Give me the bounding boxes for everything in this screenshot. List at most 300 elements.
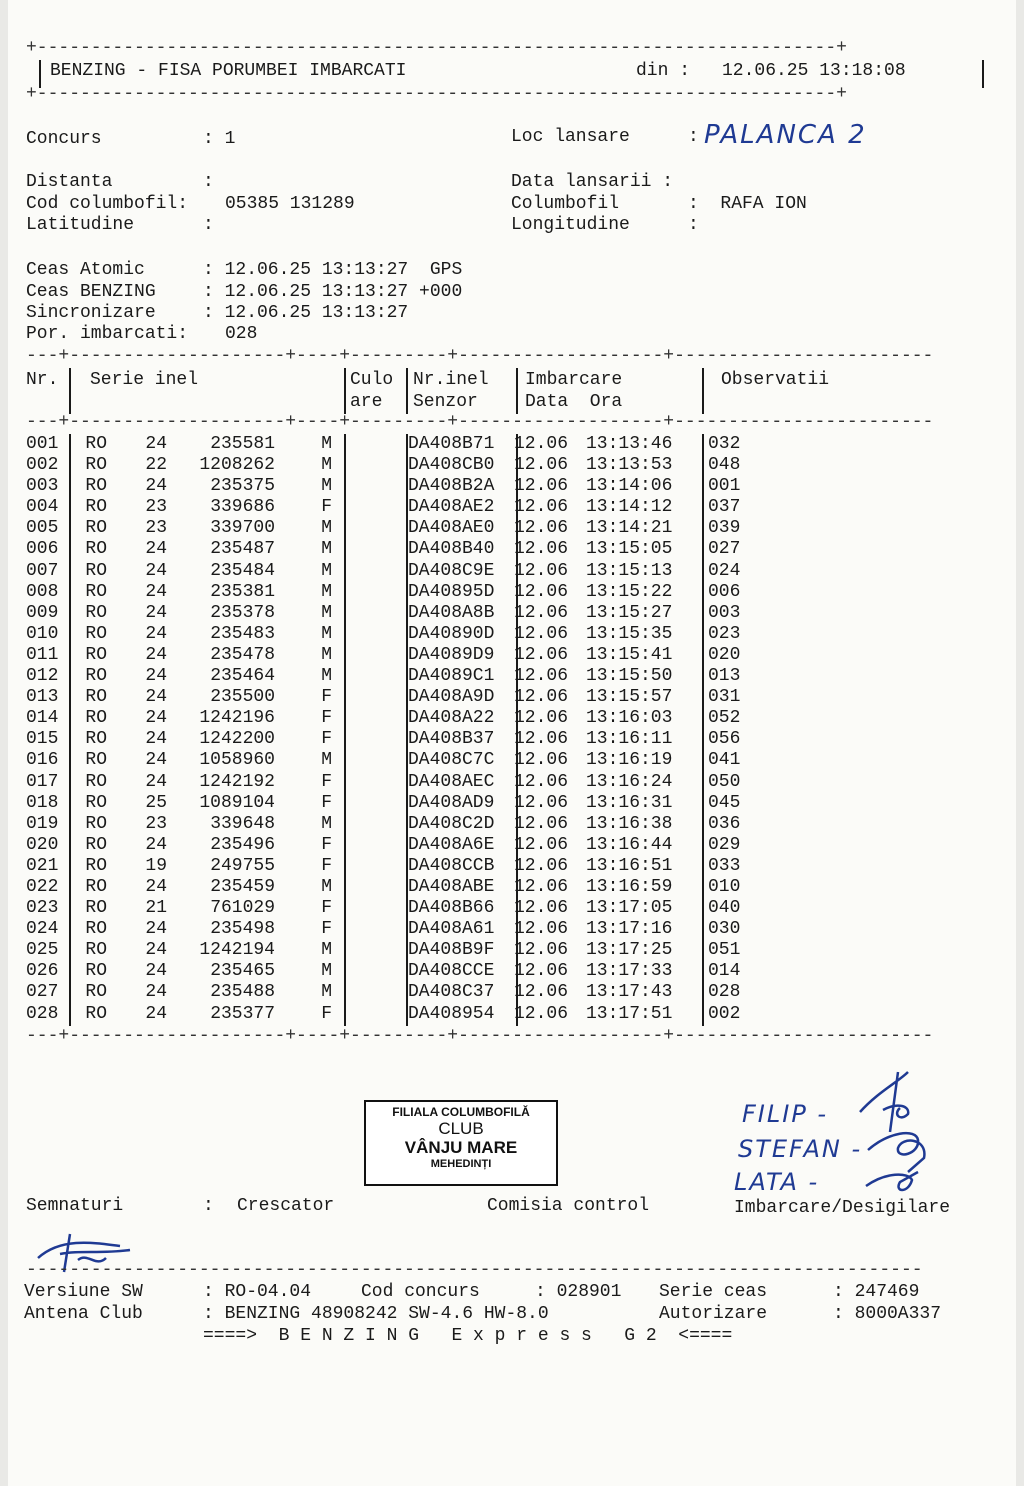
cell-nr: 015 (26, 729, 59, 750)
cell-sensor: DA408B37 (408, 729, 495, 750)
cell-culoare (338, 729, 400, 750)
ceas-atomic-value: : 12.06.25 13:13:27 GPS (203, 260, 463, 280)
club-stamp (364, 1100, 558, 1186)
cell-date: 12.06 (514, 961, 569, 982)
cell-date: 12.06 (514, 560, 569, 581)
cell-sensor: DA408B40 (408, 539, 495, 560)
cell-time: 13:16:19 (586, 750, 673, 771)
cell-obs: 001 (708, 476, 741, 497)
cell-sex: F (321, 708, 332, 729)
cell-year: 24 (145, 476, 167, 497)
cell-nr: 001 (26, 434, 59, 454)
table-row (26, 919, 756, 940)
antena-club-value: : BENZING 48908242 SW-4.6 HW-8.0 (203, 1304, 549, 1324)
cell-ring: 235381 (210, 581, 275, 602)
cell-sex: M (321, 539, 332, 560)
semnaturi-sep: : (203, 1196, 214, 1216)
cell-year: 24 (145, 539, 167, 560)
cell-sex: M (321, 644, 332, 665)
cell-year: 24 (145, 940, 167, 961)
cell-time: 13:16:51 (586, 855, 673, 876)
cell-ring: 1242192 (199, 771, 275, 792)
cell-country: RO (85, 602, 107, 623)
signature-scribbles (838, 1062, 948, 1202)
cell-year: 24 (145, 771, 167, 792)
cell-sex: F (321, 687, 332, 708)
cell-country: RO (85, 982, 107, 1003)
cell-sex: M (321, 666, 332, 687)
table-row (26, 961, 756, 982)
cell-date: 12.06 (514, 497, 569, 518)
cell-sex: M (321, 813, 332, 834)
cell-culoare (338, 582, 400, 603)
footer-rule: ----------------------------------------------------------------------------------- (26, 1260, 923, 1280)
cell-time: 13:17:51 (586, 1003, 673, 1024)
cell-time: 13:15:41 (586, 644, 673, 665)
data-lansarii-label: Data lansarii : (511, 172, 674, 192)
cell-time: 13:17:05 (586, 898, 673, 919)
cell-sex: M (321, 750, 332, 771)
cell-year: 22 (145, 455, 167, 476)
cell-sex: M (321, 518, 332, 539)
header-right-bar (982, 60, 984, 88)
cell-date: 12.06 (514, 792, 569, 813)
table-row (26, 603, 756, 624)
cell-sensor: DA408B66 (408, 898, 495, 919)
sep-header-3 (406, 368, 408, 414)
cell-obs: 027 (708, 539, 741, 560)
cell-year: 24 (145, 623, 167, 644)
cell-sex: M (321, 560, 332, 581)
cell-country: RO (85, 644, 107, 665)
cell-year: 24 (145, 750, 167, 771)
table-row (26, 708, 756, 729)
cell-sex: M (321, 982, 332, 1003)
table-row (26, 835, 756, 856)
cell-year: 24 (145, 666, 167, 687)
cell-country: RO (85, 539, 107, 560)
cell-sensor: DA408A6E (408, 834, 495, 855)
sep-header-5 (702, 368, 704, 414)
cell-time: 13:16:44 (586, 834, 673, 855)
cell-date: 12.06 (514, 476, 569, 497)
report-title: BENZING - FISA PORUMBEI IMBARCATI (50, 61, 407, 81)
cell-obs: 039 (708, 518, 741, 539)
table-row (26, 518, 756, 539)
cell-country: RO (85, 792, 107, 813)
cell-sex: M (321, 940, 332, 961)
cell-obs: 028 (708, 982, 741, 1003)
cell-country: RO (85, 813, 107, 834)
por-imbarcati-label: Por. imbarcati: (26, 324, 189, 344)
table-row (26, 729, 756, 750)
cell-sex: M (321, 623, 332, 644)
cell-culoare (338, 624, 400, 645)
ceas-atomic-label: Ceas Atomic (26, 260, 145, 280)
cell-obs: 052 (708, 708, 741, 729)
cell-sex: F (321, 855, 332, 876)
ceas-benzing-label: Ceas BENZING (26, 282, 156, 302)
cell-sensor: DA408CCE (408, 961, 495, 982)
versiune-sw-label: Versiune SW (24, 1282, 143, 1302)
cell-sensor: DA408C37 (408, 982, 495, 1003)
cell-nr: 005 (26, 518, 59, 539)
cell-obs: 013 (708, 666, 741, 687)
header-date-label: din : (636, 61, 691, 81)
cell-culoare (338, 898, 400, 919)
cell-sex: F (321, 919, 332, 940)
cell-ring: 249755 (210, 855, 275, 876)
cell-obs: 037 (708, 497, 741, 518)
printed-sheet (8, 0, 1016, 1486)
cell-country: RO (85, 1003, 107, 1024)
serie-ceas-value: : 247469 (833, 1282, 920, 1302)
cell-ring: 235500 (210, 687, 275, 708)
table-row (26, 476, 756, 497)
loc-lansare-handwritten: PALANCA 2 (704, 120, 867, 150)
cell-date: 12.06 (514, 1003, 569, 1024)
cell-sex: F (321, 834, 332, 855)
cell-obs: 048 (708, 455, 741, 476)
cell-sensor: DA408AE2 (408, 497, 495, 518)
cell-sensor: DA408AE0 (408, 518, 495, 539)
cell-year: 24 (145, 919, 167, 940)
autorizare-label: Autorizare (659, 1304, 768, 1324)
cell-time: 13:14:21 (586, 518, 673, 539)
ceas-benzing-value: : 12.06.25 13:13:27 +000 (203, 282, 463, 302)
col-culoare-header-2: are (350, 392, 383, 412)
cell-sex: M (321, 476, 332, 497)
table-row (26, 687, 756, 708)
cell-sensor: DA408C9E (408, 560, 495, 581)
cell-culoare (338, 919, 400, 940)
cell-time: 13:15:50 (586, 666, 673, 687)
cell-time: 13:17:43 (586, 982, 673, 1003)
cell-year: 24 (145, 961, 167, 982)
handwritten-name-2: STEFAN - (738, 1135, 863, 1163)
cell-date: 12.06 (514, 644, 569, 665)
cell-country: RO (85, 961, 107, 982)
cell-year: 24 (145, 729, 167, 750)
cell-time: 13:15:35 (586, 623, 673, 644)
cell-nr: 002 (26, 455, 59, 476)
table-row (26, 856, 756, 877)
col-culoare-header-1: Culo (350, 370, 394, 390)
cell-sex: M (321, 434, 332, 454)
cell-nr: 018 (26, 792, 59, 813)
cell-date: 12.06 (514, 539, 569, 560)
cell-ring: 235484 (210, 560, 275, 581)
cell-date: 12.06 (514, 602, 569, 623)
longitudine-label: Longitudine (511, 215, 630, 235)
cod-columbofil-value: 05385 131289 (225, 194, 355, 214)
cell-sex: M (321, 961, 332, 982)
cell-obs: 003 (708, 602, 741, 623)
cell-sensor: DA408AEC (408, 771, 495, 792)
cell-year: 25 (145, 792, 167, 813)
cell-nr: 022 (26, 876, 59, 897)
cell-obs: 036 (708, 813, 741, 834)
cell-year: 21 (145, 898, 167, 919)
table-row (26, 1004, 756, 1025)
benzing-express-banner: ====> B E N Z I N G E x p r e s s G 2 <==== (203, 1326, 733, 1346)
cell-culoare (338, 940, 400, 961)
sep-header-4 (516, 368, 518, 414)
cell-ring: 235378 (210, 602, 275, 623)
cell-obs: 024 (708, 560, 741, 581)
cell-year: 24 (145, 834, 167, 855)
cell-date: 12.06 (514, 708, 569, 729)
cell-country: RO (85, 476, 107, 497)
distanta-label: Distanta (26, 172, 113, 192)
cell-year: 24 (145, 876, 167, 897)
crescator-label: Crescator (237, 1196, 335, 1216)
cell-nr: 017 (26, 771, 59, 792)
cell-obs: 040 (708, 898, 741, 919)
cell-ring: 1242194 (199, 940, 275, 961)
cell-obs: 056 (708, 729, 741, 750)
table-row (26, 814, 756, 835)
sincronizare-value: : 12.06.25 13:13:27 (203, 303, 409, 323)
cell-country: RO (85, 455, 107, 476)
cell-culoare (338, 961, 400, 982)
cell-culoare (338, 476, 400, 497)
cell-time: 13:14:06 (586, 476, 673, 497)
cell-ring: 1058960 (199, 750, 275, 771)
cell-year: 23 (145, 518, 167, 539)
cell-sensor: DA408CCB (408, 855, 495, 876)
cell-date: 12.06 (514, 455, 569, 476)
table-row (26, 624, 756, 645)
header-rule-top: +--------------------------------------------------------------------------+ (26, 38, 847, 58)
cell-time: 13:16:59 (586, 876, 673, 897)
cell-nr: 016 (26, 750, 59, 771)
cell-culoare (338, 877, 400, 898)
col-imbarcare-header-1: Imbarcare (525, 370, 623, 390)
cell-country: RO (85, 708, 107, 729)
cell-date: 12.06 (514, 771, 569, 792)
cell-date: 12.06 (514, 434, 569, 454)
cell-obs: 014 (708, 961, 741, 982)
cell-sex: F (321, 729, 332, 750)
cell-sensor: DA408C2D (408, 813, 495, 834)
cell-ring: 235488 (210, 982, 275, 1003)
cell-obs: 006 (708, 581, 741, 602)
longitudine-value: : (688, 215, 699, 235)
col-inel-header-1: Nr.inel (413, 370, 489, 390)
cell-ring: 1089104 (199, 792, 275, 813)
cell-ring: 1242196 (199, 708, 275, 729)
cell-ring: 235581 (210, 434, 275, 454)
cell-time: 13:16:31 (586, 792, 673, 813)
cell-date: 12.06 (514, 581, 569, 602)
cell-culoare (338, 687, 400, 708)
cell-ring: 761029 (210, 898, 275, 919)
cell-date: 12.06 (514, 876, 569, 897)
cell-sensor: DA408C7C (408, 750, 495, 771)
cell-sensor: DA408CB0 (408, 455, 495, 476)
comisia-control-label: Comisia control (487, 1196, 650, 1216)
cell-culoare (338, 814, 400, 835)
cell-country: RO (85, 497, 107, 518)
cell-country: RO (85, 940, 107, 961)
cell-nr: 023 (26, 898, 59, 919)
cell-country: RO (85, 771, 107, 792)
cell-time: 13:16:38 (586, 813, 673, 834)
cell-nr: 004 (26, 497, 59, 518)
cell-date: 12.06 (514, 750, 569, 771)
cell-obs: 045 (708, 792, 741, 813)
cell-time: 13:13:46 (586, 434, 673, 454)
cell-obs: 050 (708, 771, 741, 792)
cell-sensor: DA4089D9 (408, 644, 495, 665)
cell-nr: 019 (26, 813, 59, 834)
cod-concurs-label: Cod concurs (361, 1282, 480, 1302)
cell-ring: 235498 (210, 919, 275, 940)
cell-culoare (338, 793, 400, 814)
cell-sensor: DA408A9D (408, 687, 495, 708)
cell-obs: 020 (708, 644, 741, 665)
cell-sensor: DA408AD9 (408, 792, 495, 813)
table-row (26, 434, 756, 455)
cell-ring: 235464 (210, 666, 275, 687)
cell-culoare (338, 645, 400, 666)
cell-date: 12.06 (514, 518, 569, 539)
cell-ring: 235377 (210, 1003, 275, 1024)
cell-sex: F (321, 497, 332, 518)
cell-nr: 013 (26, 687, 59, 708)
cell-culoare (338, 1004, 400, 1025)
columbofil-value: : RAFA ION (688, 194, 807, 214)
cell-culoare (338, 772, 400, 793)
cell-ring: 235465 (210, 961, 275, 982)
cell-year: 19 (145, 855, 167, 876)
cell-year: 24 (145, 982, 167, 1003)
cell-country: RO (85, 750, 107, 771)
cell-country: RO (85, 687, 107, 708)
cell-year: 24 (145, 687, 167, 708)
table-row (26, 645, 756, 666)
cell-obs: 002 (708, 1003, 741, 1024)
cell-time: 13:17:25 (586, 940, 673, 961)
columbofil-label: Columbofil (511, 194, 620, 214)
cell-time: 13:15:05 (586, 539, 673, 560)
cell-date: 12.06 (514, 687, 569, 708)
cell-sex: M (321, 602, 332, 623)
antena-club-label: Antena Club (24, 1304, 143, 1324)
cell-culoare (338, 708, 400, 729)
cell-country: RO (85, 518, 107, 539)
cell-obs: 032 (708, 434, 741, 454)
sep-header-2 (344, 368, 346, 414)
cell-time: 13:13:53 (586, 455, 673, 476)
cell-sex: F (321, 1003, 332, 1024)
cell-nr: 012 (26, 666, 59, 687)
cell-year: 24 (145, 708, 167, 729)
cell-nr: 006 (26, 539, 59, 560)
cell-time: 13:16:11 (586, 729, 673, 750)
table-row (26, 793, 756, 814)
cod-concurs-value: : 028901 (535, 1282, 622, 1302)
cell-country: RO (85, 623, 107, 644)
cell-date: 12.06 (514, 666, 569, 687)
cell-sensor: DA408A8B (408, 602, 495, 623)
cell-date: 12.06 (514, 855, 569, 876)
stamp-line-3: VÂNJU MARE (404, 1138, 518, 1157)
serie-ceas-label: Serie ceas (659, 1282, 768, 1302)
cell-culoare (338, 603, 400, 624)
table-row (26, 877, 756, 898)
cell-date: 12.06 (514, 729, 569, 750)
cell-sensor: DA408ABE (408, 876, 495, 897)
cell-culoare (338, 750, 400, 771)
cell-ring: 235496 (210, 834, 275, 855)
table-row (26, 561, 756, 582)
cell-country: RO (85, 666, 107, 687)
cell-sensor: DA4089C1 (408, 666, 495, 687)
cell-nr: 014 (26, 708, 59, 729)
cell-nr: 027 (26, 982, 59, 1003)
loc-lansare-sep: : (688, 127, 699, 147)
concurs-value: : 1 (203, 129, 236, 149)
cell-ring: 1208262 (199, 455, 275, 476)
cell-culoare (338, 856, 400, 877)
cell-year: 24 (145, 644, 167, 665)
table-row (26, 666, 756, 687)
cell-nr: 021 (26, 855, 59, 876)
cell-country: RO (85, 855, 107, 876)
latitudine-value: : (203, 215, 214, 235)
versiune-sw-value: : RO-04.04 (203, 1282, 312, 1302)
cell-ring: 235375 (210, 476, 275, 497)
cell-year: 24 (145, 581, 167, 602)
cell-culoare (338, 666, 400, 687)
cell-sensor: DA40890D (408, 623, 495, 644)
cell-culoare (338, 982, 400, 1003)
cell-sex: M (321, 455, 332, 476)
cell-time: 13:14:12 (586, 497, 673, 518)
cell-date: 12.06 (514, 940, 569, 961)
cell-obs: 010 (708, 876, 741, 897)
pigeon-table (26, 434, 756, 1025)
cell-nr: 007 (26, 560, 59, 581)
cell-sex: M (321, 581, 332, 602)
concurs-label: Concurs (26, 129, 102, 149)
cell-time: 13:17:33 (586, 961, 673, 982)
col-imbarcare-header-2: Data Ora (525, 392, 623, 412)
cell-sex: F (321, 792, 332, 813)
cell-nr: 009 (26, 602, 59, 623)
table-row (26, 772, 756, 793)
cell-obs: 051 (708, 940, 741, 961)
col-serie-header: Serie inel (90, 370, 199, 390)
cell-year: 24 (145, 560, 167, 581)
cell-time: 13:15:22 (586, 581, 673, 602)
handwritten-name-3: LATA - (734, 1168, 820, 1196)
cell-ring: 339648 (210, 813, 275, 834)
cell-ring: 235478 (210, 644, 275, 665)
stamp-line-2: CLUB (438, 1119, 484, 1138)
table-row (26, 582, 756, 603)
cell-obs: 023 (708, 623, 741, 644)
cell-culoare (338, 434, 400, 455)
cell-nr: 010 (26, 623, 59, 644)
cod-columbofil-label: Cod columbofil: (26, 194, 189, 214)
cell-time: 13:15:57 (586, 687, 673, 708)
cell-date: 12.06 (514, 982, 569, 1003)
cell-date: 12.06 (514, 834, 569, 855)
cell-sex: F (321, 771, 332, 792)
